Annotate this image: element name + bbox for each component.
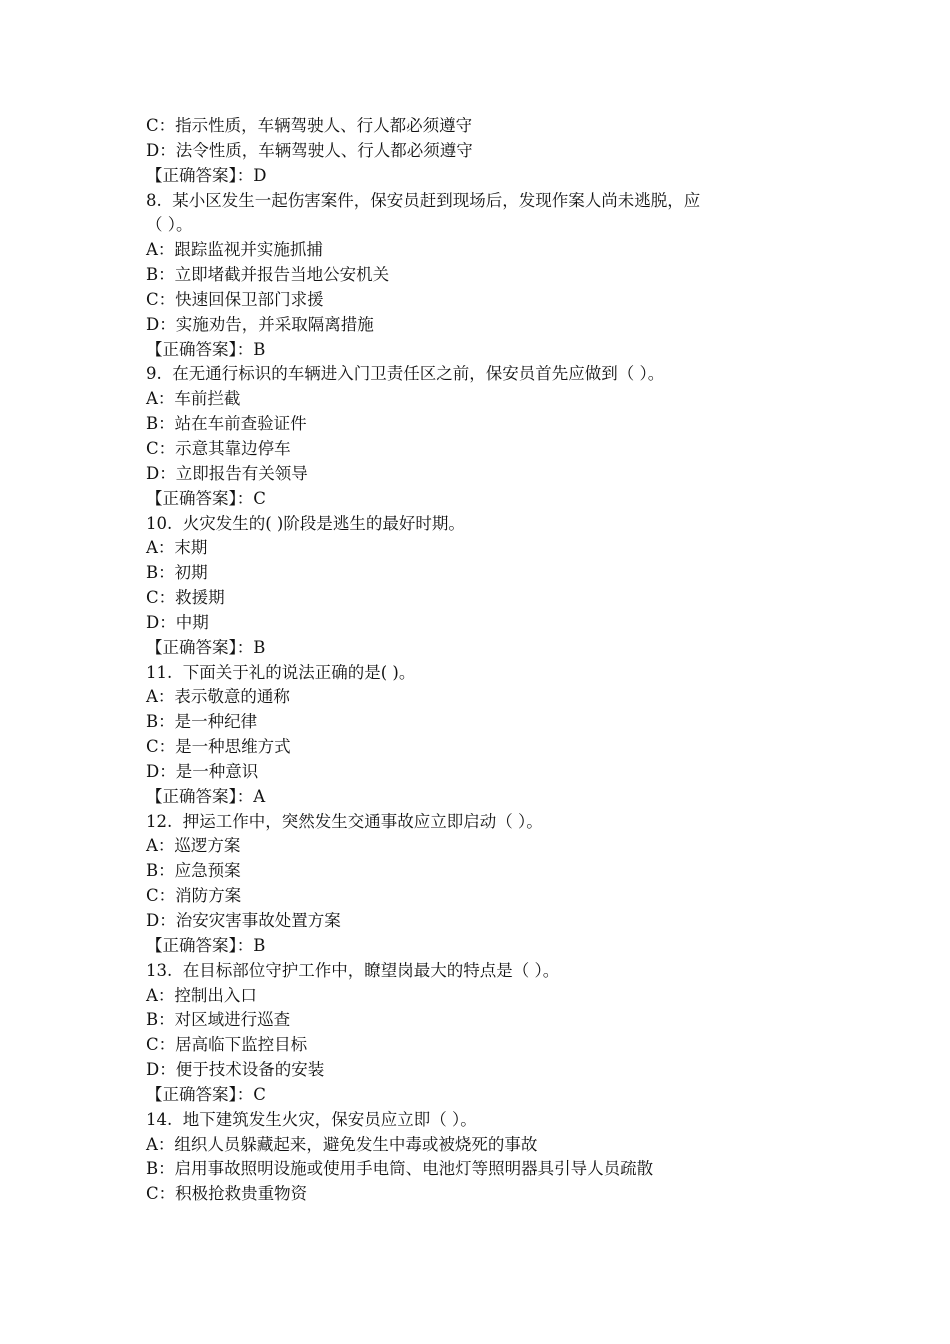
option-d: D：法令性质，车辆驾驶人、行人都必须遵守 — [146, 140, 473, 160]
question-12: 12. 押运工作中，突然发生交通事故应立即启动（ ）。 — [146, 811, 543, 831]
answer-line: 【正确答案】：A — [146, 786, 266, 806]
question-10: 10. 火灾发生的( )阶段是逃生的最好时期。 — [146, 513, 465, 533]
option-d: D：立即报告有关领导 — [146, 463, 308, 483]
option-b: B：立即堵截并报告当地公安机关 — [146, 265, 390, 285]
question-8-continuation: （ ）。 — [146, 215, 193, 235]
option-b: B：对区域进行巡查 — [146, 1010, 291, 1030]
question-8: 8. 某小区发生一起伤害案件，保安员赶到现场后，发现作案人尚未逃脱，应 — [146, 190, 701, 210]
option-b: B：启用事故照明设施或使用手电筒、电池灯等照明器具引导人员疏散 — [146, 1159, 654, 1179]
option-d: D：便于技术设备的安装 — [146, 1060, 325, 1080]
option-a: A：末期 — [146, 538, 208, 558]
answer-line: 【正确答案】：C — [146, 488, 266, 508]
option-d: D：实施劝告，并采取隔离措施 — [146, 314, 374, 334]
option-d: D：中期 — [146, 612, 209, 632]
option-c: C：居高临下监控目标 — [146, 1035, 308, 1055]
option-a: A：表示敬意的通称 — [146, 687, 290, 707]
question-11: 11. 下面关于礼的说法正确的是( )。 — [146, 662, 416, 682]
option-a: A：组织人员躲藏起来，避免发生中毒或被烧死的事故 — [146, 1134, 538, 1154]
question-9: 9. 在无通行标识的车辆进入门卫责任区之前，保安员首先应做到（ ）。 — [146, 364, 665, 384]
answer-line: 【正确答案】：B — [146, 339, 266, 359]
option-a: A：巡逻方案 — [146, 836, 241, 856]
option-c: C：积极抢救贵重物资 — [146, 1184, 308, 1204]
option-d: D：是一种意识 — [146, 761, 259, 781]
answer-line: 【正确答案】：D — [146, 165, 267, 185]
option-a: A：车前拦截 — [146, 389, 241, 409]
question-13: 13. 在目标部位守护工作中，瞭望岗最大的特点是（ ）。 — [146, 960, 560, 980]
option-d: D：治安灾害事故处置方案 — [146, 911, 341, 930]
option-b: B：站在车前查验证件 — [146, 414, 307, 434]
option-c: C：指示性质，车辆驾驶人、行人都必须遵守 — [146, 116, 473, 135]
answer-line: 【正确答案】：C — [146, 1084, 266, 1104]
question-14: 14. 地下建筑发生火灾，保安员应立即（ ）。 — [146, 1109, 477, 1129]
option-c: C：是一种思维方式 — [146, 737, 291, 757]
option-a: A：跟踪监视并实施抓捕 — [146, 240, 323, 260]
answer-line: 【正确答案】：B — [146, 935, 266, 955]
option-b: B：是一种纪律 — [146, 712, 258, 732]
option-c: C：示意其靠边停车 — [146, 438, 291, 458]
answer-line: 【正确答案】：B — [146, 637, 266, 657]
option-c: C：救援期 — [146, 588, 225, 608]
option-b: B：应急预案 — [146, 861, 241, 881]
option-c: C：消防方案 — [146, 886, 242, 906]
option-c: C：快速回保卫部门求援 — [146, 289, 324, 309]
document-page — [146, 114, 806, 1207]
option-b: B：初期 — [146, 563, 208, 583]
option-a: A：控制出入口 — [146, 985, 257, 1005]
